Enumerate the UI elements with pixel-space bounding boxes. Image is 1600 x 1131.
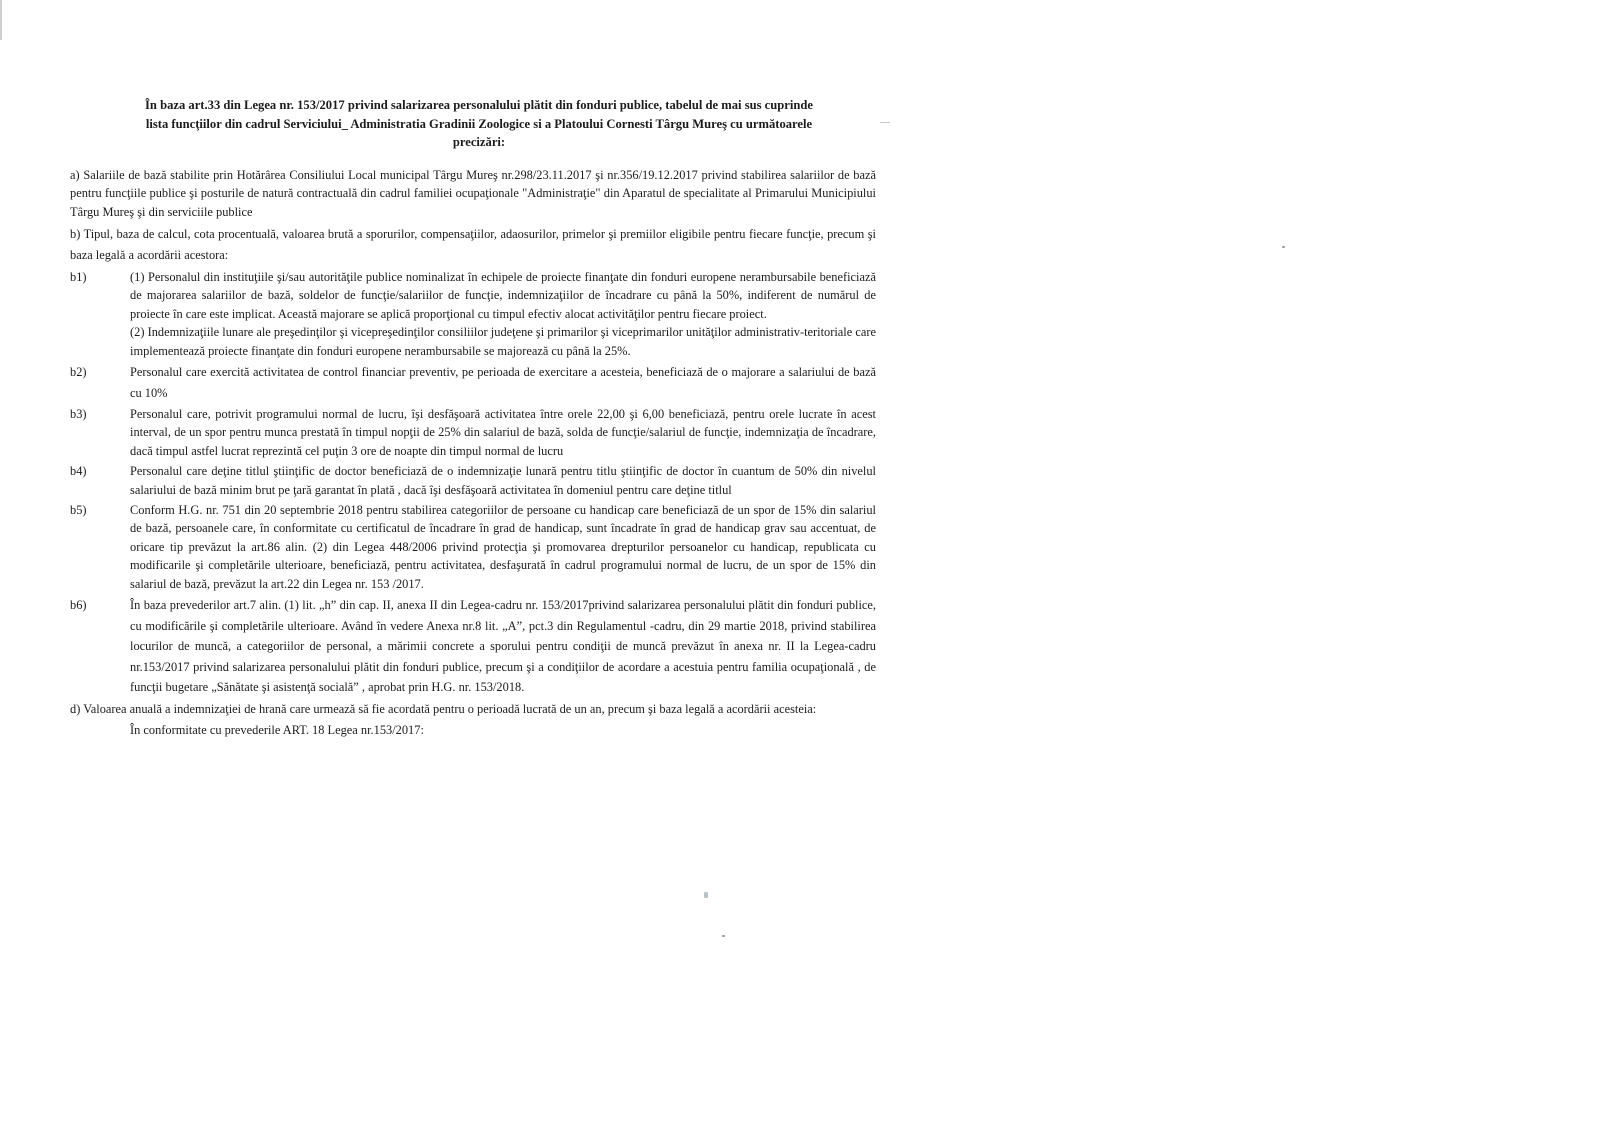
list-item-b1 — [70, 268, 876, 360]
scan-speck — [880, 122, 890, 123]
document-body — [70, 96, 876, 739]
list-item-b3 — [70, 405, 876, 460]
list-item-b2 — [70, 362, 876, 403]
closing-line: În conformitate cu prevederile ART. 18 Legea nr.153/2017: — [130, 723, 424, 737]
item-text-2: (2) Indemnizaţiile lunare ale preşedinţilor şi vicepreşedinţilor consiliilor judeţene şi primarilor şi viceprimarilor unităţilor administrativ-teritoriale care implementează proiecte finanţate din fonduri europene nerambursabile se majorează cu până la 25%. — [130, 325, 876, 358]
item-label: b6) — [70, 598, 87, 613]
item-text: Conform H.G. nr. 751 din 20 septembrie 2018 pentru stabilirea categoriilor de persoane cu handicap care beneficiază de un spor de 15% din salariul de bază, persoanele care, în conformitate cu certificatul de încadrare în grad de handicap, sunt încadrate în grad de handicap grav sau accentuat, de oricare tip prevăzut la art.86 alin. (2) din Legea 448/2006 privind protecţia şi promovarea drepturilor persoanelor cu handicap, republicata cu modificarile şi completările ulterioare, beneficiază, pentru activitatea, desfaşurată în cadrul programului normal de lucru, de un spor de 15% din salariul de bază, prevăzut la art.22 din Legea nr. 153 /2017. — [130, 503, 876, 591]
heading-line-2: lista funcţiilor din cadrul Serviciului_ Administratia Gradinii Zoologice si a Platoului Cornesti Târgu Mureş cu următoarele — [145, 116, 813, 131]
scan-speck — [1282, 246, 1285, 248]
scan-speck — [722, 935, 725, 937]
list-item-b6 — [70, 595, 876, 698]
paragraph-d: d) Valoarea anuală a indemnizaţiei de hrană care urmează să fie acordată pentru o perioadă lucrată de un an, precum şi baza legală a acordării acesteia: — [70, 701, 817, 716]
item-label: b5) — [70, 503, 87, 518]
page-edge — [0, 0, 2, 40]
paragraph-b: b) Tipul, baza de calcul, cota procentuală, valoarea brută a sporurilor, compensaţiilor, adaosurilor, primelor şi premiilor eligibile pentru fiecare funcţie, precum şi baza legală a acordării acestora: — [70, 227, 876, 262]
list-item-b5 — [70, 501, 876, 593]
item-text: Personalul care deţine titlul ştiinţific de doctor beneficiază de o indemnizaţie lunară pentru titlu ştiinţific de doctor în cuantum de 50% din nivelul salariului de bază minim brut pe ţară garantat în plată , dacă îşi desfăşoară activitatea în domeniul pentru care deţine titlul — [130, 464, 876, 497]
heading-line-1: În baza art.33 din Legea nr. 153/2017 privind salarizarea personalului plătit din fonduri publice, tabelul de mai sus cuprinde — [145, 98, 813, 112]
item-text-1: (1) Personalul din instituţiile şi/sau autorităţile publice nominalizat în echipele de proiecte finanţate din fonduri europene nerambursabile beneficiază de majorarea salariilor de bază, soldelor de funcţie/salariilor de funcţie, indemnizaţiilor de încadrare cu până la 50%, indiferent de numărul de proiecte în care este implicat. Această majorare se aplică proporţional cu timpul efectiv alocat activităţilor pentru fiecare proiect. — [130, 270, 876, 321]
document-heading — [82, 96, 876, 152]
item-text: Personalul care exercită activitatea de control financiar preventiv, pe perioada de exercitare a acesteia, beneficiază de o majorare a salariului de bază cu 10% — [130, 365, 876, 400]
item-label: b4) — [70, 464, 87, 479]
list-item-b4 — [70, 462, 876, 499]
item-label: b2) — [70, 365, 87, 380]
scan-speck — [704, 892, 708, 898]
heading-line-3: precizări: — [452, 135, 506, 150]
item-text: În baza prevederilor art.7 alin. (1) lit. „h” din cap. II, anexa II din Legea-cadru nr. 153/2017privind salarizarea personalului plătit din fonduri publice, cu modificările şi completările ulterioare. Având în vedere Anexa nr.8 lit. „A”, pct.3 din Regulamentul -cadru, din 29 martie 2018, privind stabilirea locurilor de muncă, a categoriilor de personal, a mărimii concrete a sporului pentru condiţii de muncă prevăzut în anexa nr. II la Legea-cadru nr.153/2017 privind salarizarea personalului plătit din fonduri publice, precum şi a condiţiilor de acordare a acestuia pentru familia ocupaţională , de funcţii bugetare „Sănătate şi asistenţă socială” , aprobat prin H.G. nr. 153/2018. — [130, 598, 876, 695]
item-text: Personalul care, potrivit programului normal de lucru, îşi desfăşoară activitatea între orele 22,00 şi 6,00 beneficiază, pentru orele lucrate în acest interval, de un spor pentru munca prestată în timpul nopţii de 25% din salariul de bază, solda de funcţie/salariul de funcţie, indemnizaţia de încadrare, dacă timpul astfel lucrat reprezintă cel puţin 3 ore de noapte din timpul normal de lucru — [130, 407, 876, 458]
item-label: b3) — [70, 407, 87, 422]
item-body — [130, 268, 876, 360]
item-label: b1) — [70, 270, 87, 284]
paragraph-a: a) Salariile de bază stabilite prin Hotărârea Consiliului Local municipal Târgu Mureş nr.298/23.11.2017 şi nr.356/19.12.2017 privind stabilirea salariilor de bază pentru funcţiile publice şi posturile de natură contractuală din cadrul familiei ocupaţionale "Administraţie" din Aparatul de specialitate al Primarului Municipiului Târgu Mureş şi din serviciile publice — [70, 167, 876, 219]
